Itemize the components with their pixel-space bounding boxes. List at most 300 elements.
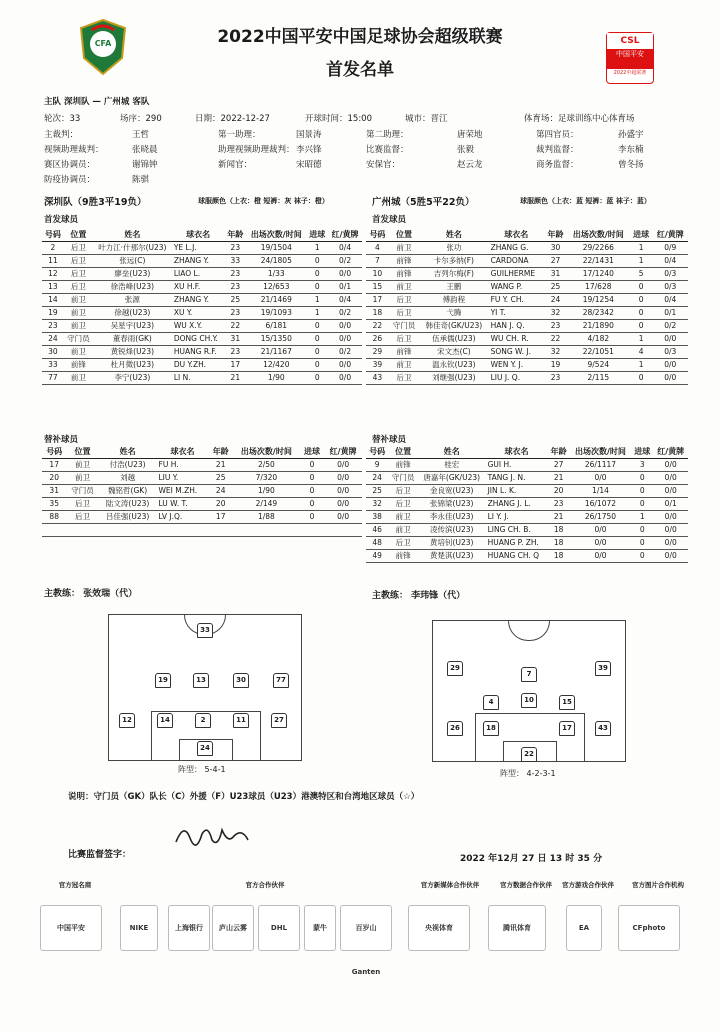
table-cell: 24 [42,333,64,346]
table-cell: 0/0 [653,485,688,498]
table-cell [324,524,362,537]
table-cell: 1 [630,333,653,346]
table-cell: 0 [300,498,324,511]
column-header: 球衣名 [172,228,225,242]
table-cell: 前锋 [389,255,419,268]
table-cell: 23 [42,320,64,333]
table-cell: 32 [544,307,567,320]
table-cell: 0 [630,294,653,307]
table-cell: ZHANG J. L. [486,498,548,511]
table-cell: 19/1504 [246,242,306,255]
table-cell: SONG W. J. [489,346,544,359]
table-cell: 0/0 [324,511,362,524]
table-cell: 0/2 [328,346,362,359]
sponsor-logo: 百岁山 Ganten [340,905,392,951]
table-cell [233,524,300,537]
sponsor-logo: 上海银行 [168,905,210,951]
image-partner-label: 官方图片合作机构 [632,881,684,889]
table-row [366,550,688,563]
player-jersey: 12 [119,713,135,728]
table-cell: 守门员 [64,333,93,346]
table-cell: 0 [306,346,328,359]
table-row [366,307,688,320]
table-cell: 26/1117 [570,459,631,472]
table-cell: 19 [42,307,64,320]
home-kit: 球服颜色（上衣：橙 短裤：灰 袜子：橙） [198,197,329,205]
table-cell: 24/1805 [246,255,306,268]
table-cell: HUANG P. ZH. [486,537,548,550]
table-cell: TANG J. N. [486,472,548,485]
table-cell: FU Y. CH. [489,294,544,307]
table-cell: 26 [366,333,389,346]
table-cell: 0 [630,307,653,320]
table-cell: 前锋 [64,359,93,372]
table-cell: 黄培钊(U23) [418,537,486,550]
table-cell: 0/0 [653,333,688,346]
table-cell: 24 [366,472,388,485]
away-formation: 阵型： 4-2-3-1 [500,769,556,778]
table-cell: 77 [42,372,64,385]
table-row [42,320,362,333]
table-cell: 23 [224,242,246,255]
table-cell: 0 [300,459,324,472]
table-cell: 19/1254 [567,294,630,307]
table-cell [209,524,233,537]
table-cell: 0/0 [324,485,362,498]
table-cell [66,524,98,537]
table-cell: 19/1093 [246,307,306,320]
table-cell: 0/0 [653,511,688,524]
table-row [366,281,688,294]
table-cell: 0/4 [328,294,362,307]
sponsor-logo: EA [566,905,602,951]
table-cell: 3 [631,459,653,472]
table-row [42,511,362,524]
table-cell: LIAO L. [172,268,225,281]
table-cell: 金良宽(U23) [418,485,486,498]
page-title: 2022中国平安中国足球协会超级联赛 [217,27,503,47]
table-header-row [42,228,362,242]
table-cell: 14 [42,294,64,307]
table-cell: 后卫 [389,294,419,307]
table-cell [157,524,209,537]
table-cell: 0/0 [328,268,362,281]
page-subtitle: 首发名单 [326,60,394,80]
referee-supervisor-label: 裁判监督： [536,145,579,155]
table-cell: 桂宏 [418,459,486,472]
table-cell: ZHANG Y. [172,255,225,268]
table-cell: 18 [548,524,570,537]
table-cell: 0 [306,359,328,372]
table-cell: 31 [224,333,246,346]
column-header: 姓名 [419,228,488,242]
table-cell: 0 [630,320,653,333]
away-kit: 球服颜色（上衣：蓝 短裤：蓝 袜子：蓝） [520,197,651,205]
table-row [366,359,688,372]
table-cell: 1 [631,511,653,524]
table-cell: 20 [209,498,233,511]
ar2: 唐荣地 [457,130,483,140]
ar2-label: 第二助理： [366,130,409,140]
table-cell: 叶力江·什那尔(U23) [93,242,172,255]
table-cell: 22 [366,320,389,333]
player-jersey: 14 [157,713,173,728]
table-cell: 6/181 [246,320,306,333]
teams-label: 主队 深圳队 — 广州城 客队 [44,97,150,107]
table-cell: 26/1750 [570,511,631,524]
table-row [42,485,362,498]
player-jersey: 13 [193,673,209,688]
supervisor-signature-label: 比赛监督签字： [68,850,132,860]
table-cell: 0/2 [328,255,362,268]
table-cell: 39 [366,359,389,372]
player-jersey: 33 [197,623,213,638]
table-cell: 守门员 [66,485,98,498]
table-cell: 23 [224,268,246,281]
table-cell: 吕佳强(U23) [99,511,157,524]
table-row [366,472,688,485]
table-cell: 刘越 [99,472,157,485]
table-cell: 18 [548,537,570,550]
table-cell: 0/4 [653,255,688,268]
covid-coordinator: 陈骐 [132,175,150,185]
table-cell: YE L.J. [172,242,225,255]
away-coach: 主教练： 李玮锋（代） [372,591,466,601]
table-cell: 0/0 [653,537,688,550]
table-cell: 4 [366,242,389,255]
table-cell: 0 [631,485,653,498]
table-cell: 4/182 [567,333,630,346]
table-row [42,255,362,268]
referee-label: 主裁判： [44,130,79,140]
csl-logo-mid: 中国平安 [607,49,653,69]
table-cell: 前卫 [64,372,93,385]
table-cell [99,524,157,537]
new-media-partner-label: 官方新媒体合作伙伴 [420,881,480,889]
table-cell: GUI H. [486,459,548,472]
table-cell: 前卫 [64,346,93,359]
away-formation-pitch [432,620,626,762]
table-cell: HUANG CH. Q [486,550,548,563]
player-jersey: 19 [155,673,171,688]
table-cell: 0/0 [653,472,688,485]
table-cell: 1/14 [570,485,631,498]
table-cell: DONG CH.Y. [172,333,225,346]
table-cell: 后卫 [389,372,419,385]
table-cell: 徐浩峰(U23) [93,281,172,294]
table-row [366,459,688,472]
table-cell: WU X.Y. [172,320,225,333]
table-cell: 88 [42,511,66,524]
table-cell: 49 [366,550,388,563]
column-header: 位置 [389,228,419,242]
table-cell: 王鹏 [419,281,488,294]
table-cell: 0/3 [653,268,688,281]
table-cell: 前卫 [389,359,419,372]
player-jersey: 2 [195,713,211,728]
table-cell: WANG P. [489,281,544,294]
data-partner-label: 官方数据合作伙伴 [500,881,552,889]
table-cell: 前卫 [64,307,93,320]
player-jersey: 77 [273,673,289,688]
table-cell: 后卫 [64,255,93,268]
fourth-official: 孙盛宇 [618,130,644,140]
table-cell: 守门员 [389,320,419,333]
avar: 李兴锋 [296,145,322,155]
table-cell: 0/3 [653,346,688,359]
commercial-supervisor: 曾冬扬 [618,160,644,170]
table-cell: 1/90 [233,485,300,498]
table-cell: 22/1051 [567,346,630,359]
table-cell: 9/524 [567,359,630,372]
table-header-row [366,228,688,242]
table-row [42,472,362,485]
referee-supervisor: 李东楠 [618,145,644,155]
table-cell: 0 [306,268,328,281]
table-cell: 32 [366,498,388,511]
table-cell: 黄楚淇(U23) [418,550,486,563]
table-cell: 0/0 [653,459,688,472]
table-cell: 前卫 [388,524,418,537]
home-coach: 主教练： 张效瑞（代） [44,589,138,599]
table-cell: 凌传滨(U23) [418,524,486,537]
table-cell: 19 [544,359,567,372]
table-cell: GUILHERME [489,268,544,281]
home-starting-label: 首发球员 [44,215,79,225]
table-cell: 0 [300,511,324,524]
player-jersey: 29 [447,661,463,676]
venue: 体育场：足球训练中心体育场 [524,114,635,124]
table-header-row [366,445,688,459]
timestamp: 2022 年12月 27 日 13 时 35 分 [460,854,603,864]
sponsor-logo: CFphoto [618,905,680,951]
player-jersey: 17 [559,721,575,736]
column-header: 姓名 [418,445,486,459]
table-cell: 21 [548,472,570,485]
column-header: 红/黄牌 [653,445,688,459]
table-cell: 前卫 [64,294,93,307]
home-formation-pitch [108,614,302,761]
table-cell: 0 [306,255,328,268]
table-cell: 4 [630,346,653,359]
column-header: 姓名 [99,445,157,459]
table-cell: LV J.Q. [157,511,209,524]
table-cell: 15/1350 [246,333,306,346]
table-cell: 28/2342 [567,307,630,320]
player-jersey: 11 [233,713,249,728]
table-cell: JIN L. K. [486,485,548,498]
column-header: 红/黄牌 [328,228,362,242]
table-cell: 33 [224,255,246,268]
column-header: 进球 [630,228,653,242]
table-cell: 伍承儒(U23) [419,333,488,346]
table-cell: 2/149 [233,498,300,511]
table-cell: 0/0 [653,372,688,385]
table-cell: 0/0 [653,359,688,372]
table-cell: 前卫 [66,459,98,472]
table-cell: 22 [544,333,567,346]
var: 张晓晨 [132,145,158,155]
table-cell: 2/115 [567,372,630,385]
table-cell: YI T. [489,307,544,320]
column-header: 出场次数/时间 [246,228,306,242]
sponsor-logo: 腾讯体育 [488,905,546,951]
table-cell: 0/0 [328,372,362,385]
table-cell: 15 [366,281,389,294]
table-row [366,511,688,524]
table-cell: 33 [42,359,64,372]
table-cell: 张远(C) [93,255,172,268]
column-header: 出场次数/时间 [233,445,300,459]
table-cell: 23 [224,307,246,320]
table-cell: 0/0 [570,524,631,537]
table-cell: 22 [224,320,246,333]
ar1-label: 第一助理： [218,130,261,140]
table-cell: 27 [548,459,570,472]
table-cell: 5 [630,268,653,281]
center-circle-arc [508,620,550,641]
table-cell: WEN Y. J. [489,359,544,372]
home-starting-table [42,228,362,385]
table-cell: 22/1431 [567,255,630,268]
table-cell: 24 [544,294,567,307]
table-cell: 13 [42,281,64,294]
table-cell: 17 [366,294,389,307]
table-cell: 后卫 [388,485,418,498]
table-cell: 10 [366,268,389,281]
table-cell: 吉列尔梅(F) [419,268,488,281]
table-cell: 31 [42,485,66,498]
table-cell [42,524,66,537]
table-cell: 李永佳(U23) [418,511,486,524]
table-row [42,459,362,472]
table-cell: 0/1 [328,281,362,294]
table-cell: 后卫 [389,307,419,320]
empty-row [42,524,362,537]
column-header: 年龄 [224,228,246,242]
csl-logo [606,32,654,84]
table-cell: 前锋 [388,550,418,563]
table-cell: 张功 [419,242,488,255]
table-cell: 后卫 [64,268,93,281]
table-header-row [42,445,362,459]
partners-label: 官方合作伙伴 [245,881,285,889]
table-row [366,268,688,281]
column-header: 球衣名 [489,228,544,242]
table-row [366,320,688,333]
player-jersey: 43 [595,721,611,736]
table-cell: 27 [544,255,567,268]
match-supervisor-label: 比赛监督： [366,145,409,155]
table-cell: 0 [631,524,653,537]
table-row [42,281,362,294]
city: 城市：晋江 [405,114,448,124]
column-header: 号码 [42,228,64,242]
player-jersey: 39 [595,661,611,676]
table-cell: 后卫 [64,242,93,255]
home-subs-table [42,445,362,537]
table-row [366,537,688,550]
table-row [42,294,362,307]
table-cell: 后卫 [66,498,98,511]
table-cell: 1/33 [246,268,306,281]
table-cell: 21/1469 [246,294,306,307]
table-cell: 17 [42,459,66,472]
table-cell: 0 [306,281,328,294]
table-cell: 30 [544,242,567,255]
table-cell: 25 [224,294,246,307]
table-cell: 18 [548,550,570,563]
table-cell: LING CH. B. [486,524,548,537]
signature-image [172,818,252,852]
table-cell: 宋文杰(C) [419,346,488,359]
table-cell: 12/420 [246,359,306,372]
table-cell: 董春雨(GK) [93,333,172,346]
media-officer: 宋昭德 [296,160,322,170]
table-cell: 7 [366,255,389,268]
table-cell: 张源 [93,294,172,307]
table-cell: 0/2 [653,320,688,333]
legend: 说明：守门员（GK）队长（C）外援（F）U23球员（U23）港澳特区和台湾地区球员（☆） [68,792,420,802]
table-cell: 付浩(U23) [99,459,157,472]
column-header: 位置 [388,445,418,459]
table-row [42,372,362,385]
table-cell: 0 [631,550,653,563]
table-cell: 后卫 [388,498,418,511]
table-cell: 35 [42,498,66,511]
table-cell: 后卫 [64,281,93,294]
table-cell: 0/4 [653,294,688,307]
table-cell: HUANG R.F. [172,346,225,359]
table-cell: 46 [366,524,388,537]
field-no: 场序：290 [120,114,162,124]
table-cell: LU W. T. [157,498,209,511]
column-header: 年龄 [544,228,567,242]
table-cell: WU CH. R. [489,333,544,346]
table-cell: 前锋 [389,346,419,359]
table-cell: 0/0 [324,472,362,485]
player-jersey: 10 [521,693,537,708]
table-cell: 9 [366,459,388,472]
table-cell: LIU J. Q. [489,372,544,385]
var-label: 视频助理裁判： [44,145,104,155]
table-row [366,372,688,385]
sponsor-logo: 央视体育 [408,905,470,951]
column-header: 进球 [300,445,324,459]
player-jersey: 24 [197,741,213,756]
table-cell: 0/0 [570,550,631,563]
table-cell: 0/0 [328,320,362,333]
column-header: 球衣名 [157,445,209,459]
table-cell: 17/1240 [567,268,630,281]
player-jersey: 27 [271,713,287,728]
table-cell: 1/88 [233,511,300,524]
table-cell: 0/0 [324,459,362,472]
table-cell: 0/2 [328,307,362,320]
table-cell: 前卫 [389,281,419,294]
home-formation: 阵型： 5-4-1 [178,765,226,774]
table-cell: 0/0 [653,524,688,537]
table-cell: 张锦梁(U23) [418,498,486,511]
table-cell: 1 [306,242,328,255]
column-header: 位置 [64,228,93,242]
table-cell: 前锋 [389,268,419,281]
table-cell: 守门员 [388,472,418,485]
table-cell: 1 [630,242,653,255]
table-cell: 0/0 [328,333,362,346]
table-cell: 魏铭哲(GK) [99,485,157,498]
table-cell: 2/50 [233,459,300,472]
